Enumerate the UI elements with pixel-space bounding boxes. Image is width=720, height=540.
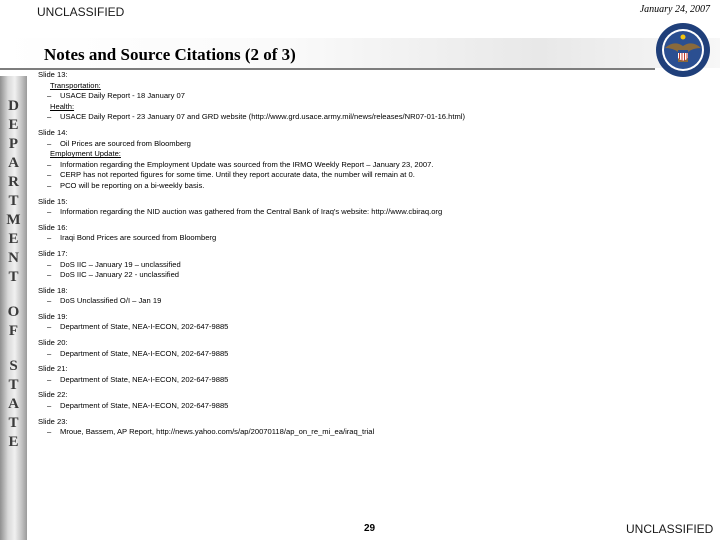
top-classification-label: UNCLASSIFIED <box>37 5 125 19</box>
sidebar-letter: N <box>8 250 19 266</box>
citation-item: – Department of State, NEA-I-ECON, 202-647-9885 <box>38 349 698 360</box>
citation-item: – DoS Unclassified O/I – Jan 19 <box>38 296 698 307</box>
bottom-classification-label: UNCLASSIFIED <box>626 522 714 536</box>
sidebar-letter: A <box>8 396 19 412</box>
citation-item: – Information regarding the NID auction was gathered from the Central Bank of Iraq's website: http://www.cbiraq.org <box>38 207 698 218</box>
sidebar-letter: M <box>6 212 21 228</box>
citation-item: – USACE Daily Report - 18 January 07 <box>38 91 698 102</box>
slide-heading: Slide 18: <box>38 285 68 295</box>
slide-heading: Slide 21: <box>38 364 68 374</box>
slide-citation-block <box>38 128 698 192</box>
source-citations-list <box>38 70 698 438</box>
slide-citation-block <box>38 286 698 307</box>
slide-heading: Slide 23: <box>38 416 68 426</box>
department-of-state-vertical-text <box>0 97 27 452</box>
sidebar-letter: F <box>8 323 19 339</box>
slide-heading: Slide 17: <box>38 248 68 258</box>
slide-citation-block <box>38 338 698 359</box>
slide-heading: Slide 22: <box>38 390 68 400</box>
document-date: January 24, 2007 <box>639 4 710 15</box>
subheading-text: Transportation: <box>50 80 101 90</box>
slide-citation-block <box>38 197 698 218</box>
sidebar-letter: E <box>8 117 19 133</box>
subheading-text: Health: <box>50 101 75 111</box>
subheading-text: Employment Update: <box>50 149 121 159</box>
letter-gap <box>0 341 27 357</box>
page-number: 29 <box>364 523 376 534</box>
citation-item: – PCO will be reporting on a bi-weekly basis. <box>38 181 698 192</box>
citation-item: – Information regarding the Employment Update was sourced from the IRMO Weekly Report – January 23, 2007. <box>38 160 698 171</box>
sidebar-letter: D <box>8 98 19 114</box>
slide-citation-block <box>38 390 698 411</box>
citation-item: – Oil Prices are sourced from Bloomberg <box>38 139 698 150</box>
slide-citation-block <box>38 223 698 244</box>
sidebar-letter: O <box>7 304 20 320</box>
sidebar-letter: T <box>8 193 19 209</box>
sidebar-letter: E <box>8 434 19 450</box>
sidebar-letter: R <box>8 174 19 190</box>
citation-item: – Mroue, Bassem, AP Report, http://news.yahoo.com/s/ap/20070118/ap_on_re_mi_ea/iraq_trial <box>38 427 698 438</box>
section-subheading <box>38 102 698 113</box>
slide-heading: Slide 19: <box>38 311 68 321</box>
citation-item: – USACE Daily Report - 23 January 07 and GRD website (http://www.grd.usace.army.mil/news/releases/NR07-01-16.html) <box>38 112 698 123</box>
page-title: Notes and Source Citations (2 of 3) <box>44 45 296 64</box>
citation-item: – Department of State, NEA-I-ECON, 202-647-9885 <box>38 322 698 333</box>
citation-item: – Department of State, NEA-I-ECON, 202-647-9885 <box>38 401 698 412</box>
citation-item: – CERP has not reported figures for some time. Until they report accurate data, the number will remain at 0. <box>38 170 698 181</box>
section-subheading <box>38 81 698 92</box>
slide-citation-block <box>38 249 698 281</box>
citation-item: – DoS IIC – January 19 – unclassified <box>38 260 698 271</box>
sidebar-letter: E <box>8 231 19 247</box>
slide-citation-block <box>38 70 698 123</box>
sidebar-letter: T <box>8 377 19 393</box>
citation-item: – DoS IIC – January 22 - unclassified <box>38 270 698 281</box>
sidebar-letter: P <box>8 136 19 152</box>
slide-heading: Slide 16: <box>38 222 68 232</box>
sidebar-letter: A <box>8 155 19 171</box>
citation-item: – Iraqi Bond Prices are sourced from Bloomberg <box>38 233 698 244</box>
slide-heading: Slide 14: <box>38 127 68 137</box>
slide-citation-block <box>38 312 698 333</box>
slide-heading: Slide 15: <box>38 196 68 206</box>
sidebar-letter: T <box>8 269 19 285</box>
sidebar-letter: T <box>8 415 19 431</box>
letter-gap <box>0 287 27 303</box>
sidebar-letter: S <box>9 358 18 374</box>
section-subheading <box>38 149 698 160</box>
citation-item: – Department of State, NEA-I-ECON, 202-647-9885 <box>38 375 698 386</box>
slide-citation-block <box>38 364 698 385</box>
slide-heading: Slide 20: <box>38 338 68 348</box>
slide-heading: Slide 13: <box>38 70 68 79</box>
slide-citation-block <box>38 417 698 438</box>
